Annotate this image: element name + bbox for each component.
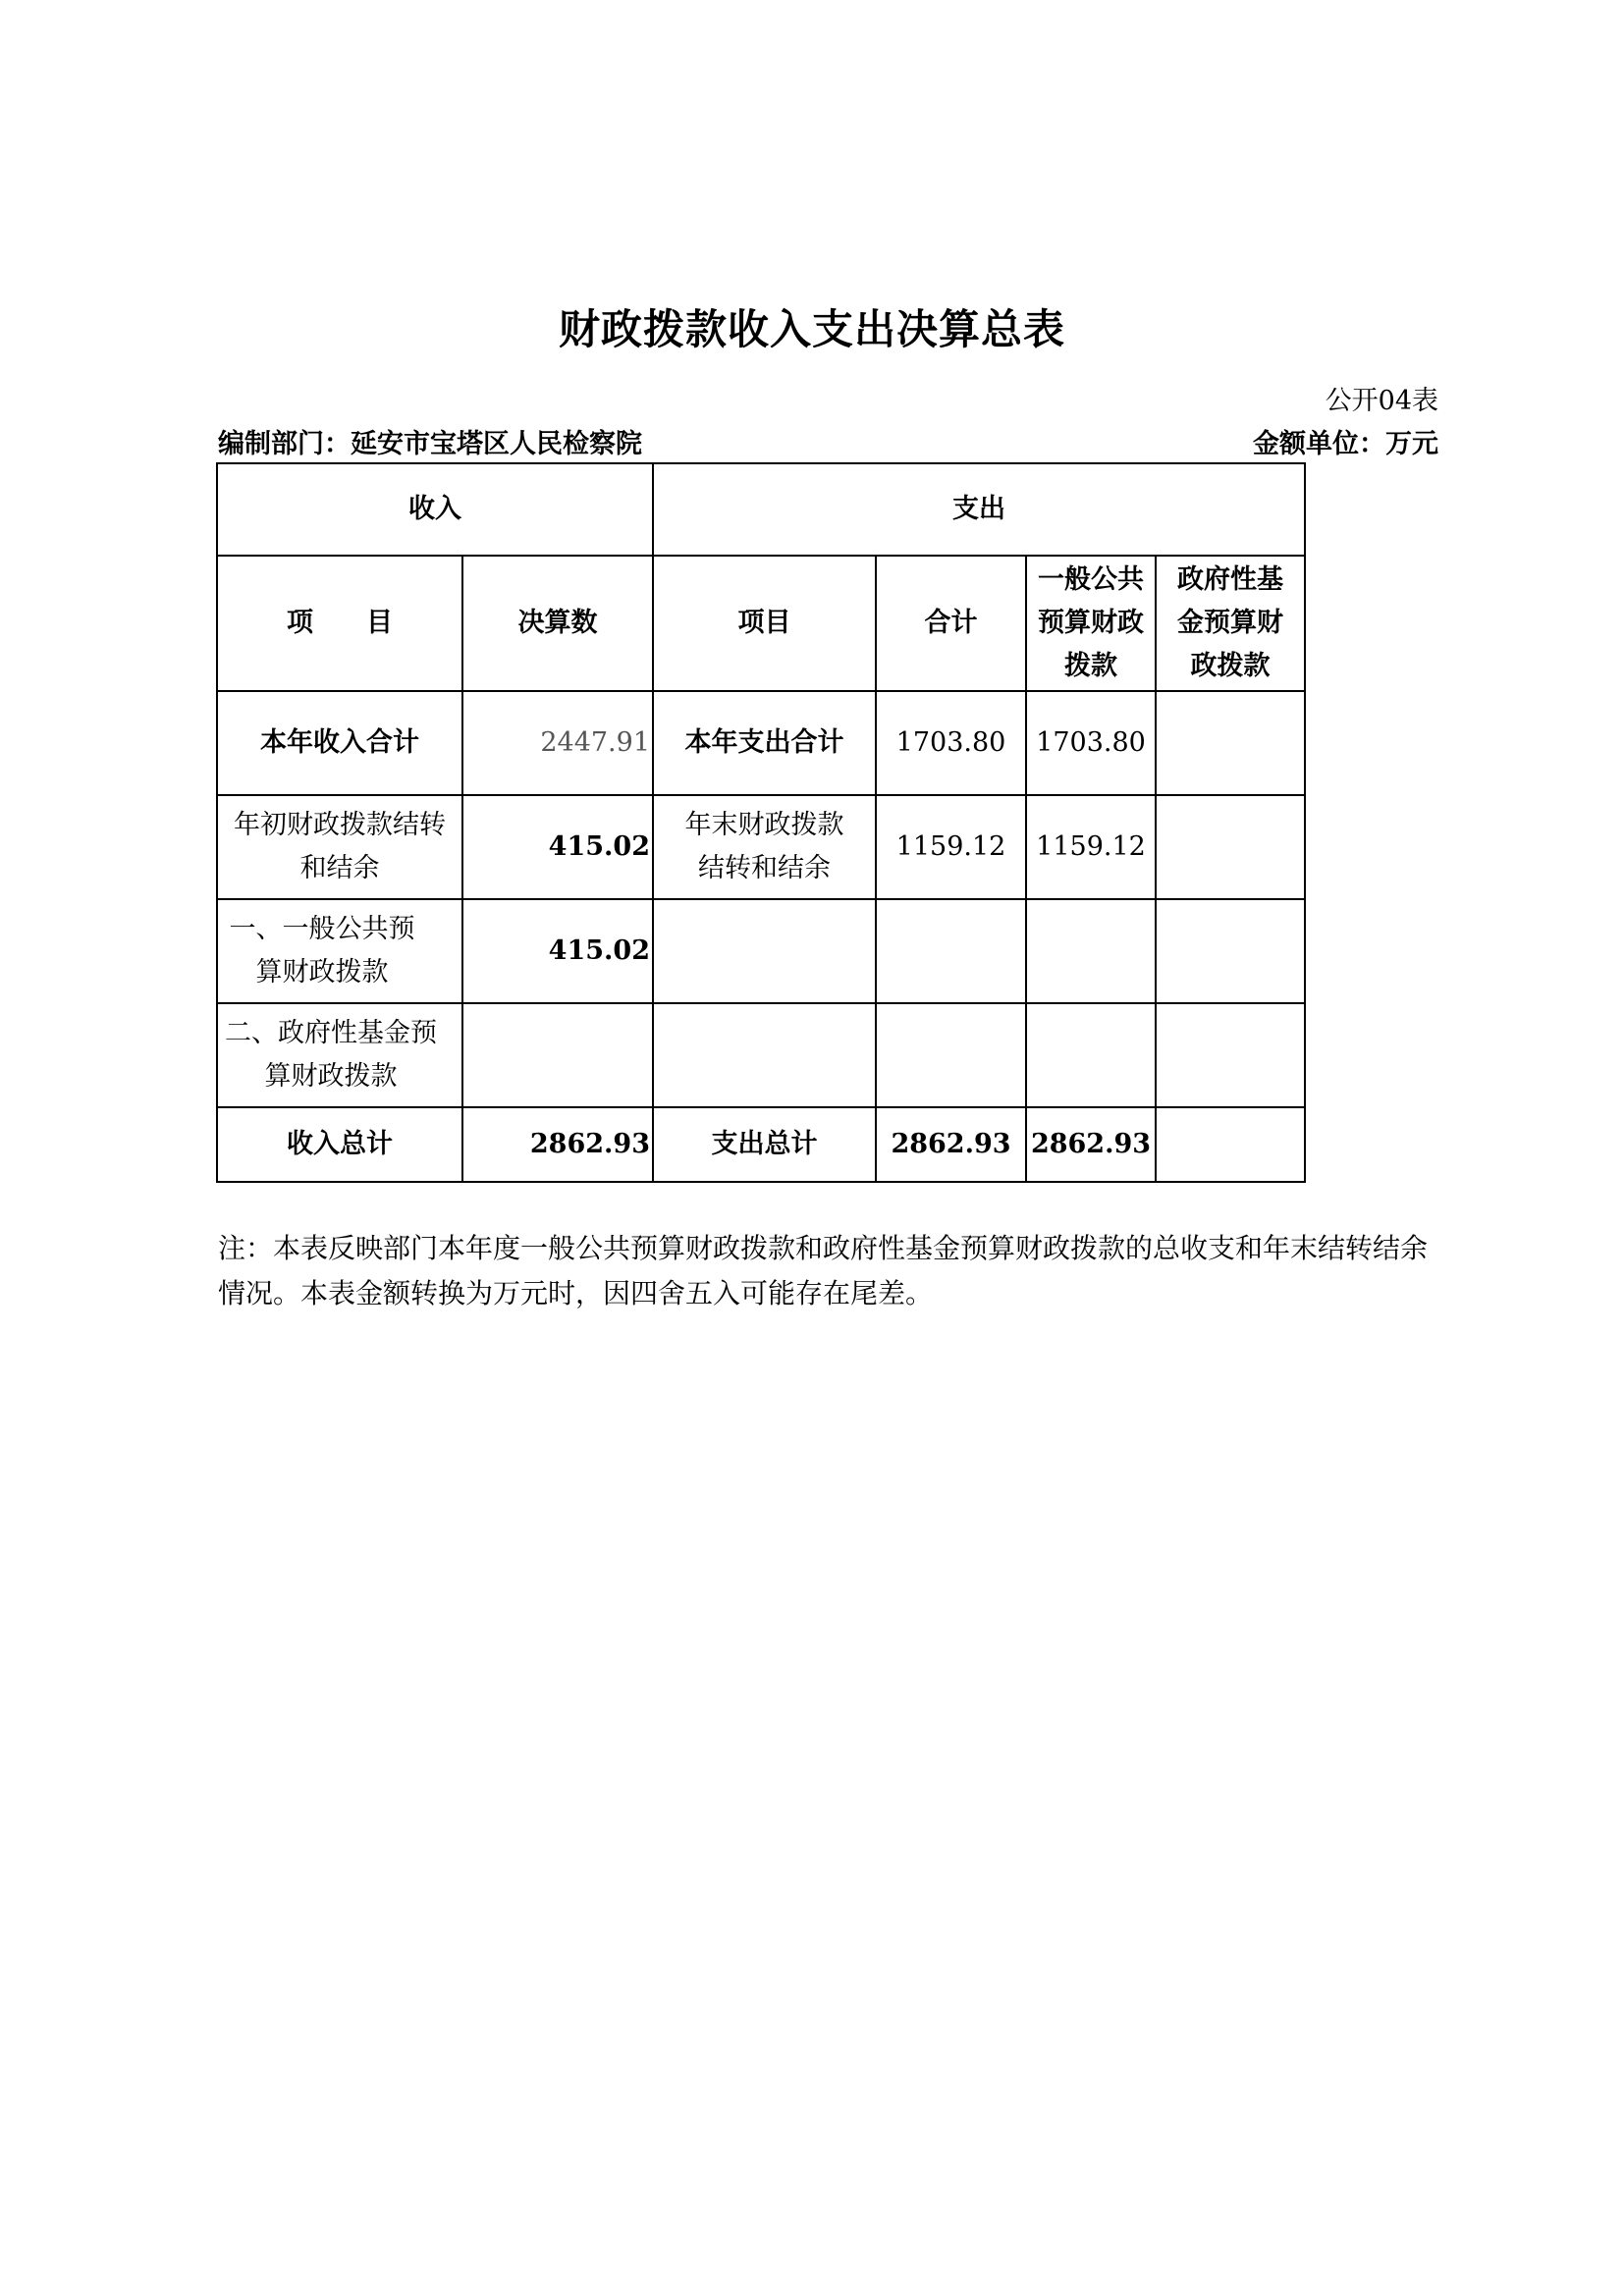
general-budget-cell xyxy=(1026,1003,1156,1107)
fund-budget-header: 政府性基金预算财政拨款 xyxy=(1156,556,1305,691)
income-item-cell: 年初财政拨款结转和结余 xyxy=(217,795,462,899)
income-item-cell: 本年收入合计 xyxy=(217,691,462,795)
expense-total-header: 合计 xyxy=(876,556,1026,691)
income-amount-cell: 415.02 xyxy=(462,899,653,1003)
income-item-cell: 收入总计 xyxy=(217,1107,462,1182)
footnote xyxy=(218,1226,1435,1316)
fund-budget-cell xyxy=(1156,899,1305,1003)
income-amount-cell xyxy=(462,1003,653,1107)
income-item-cell: 一、一般公共预算财政拨款 xyxy=(217,899,462,1003)
general-budget-header: 一般公共预算财政拨款 xyxy=(1026,556,1156,691)
table-row xyxy=(217,899,1305,1003)
income-amount-cell: 415.02 xyxy=(462,795,653,899)
expense-item-cell: 本年支出合计 xyxy=(653,691,876,795)
general-budget-cell xyxy=(1026,899,1156,1003)
fund-budget-cell xyxy=(1156,795,1305,899)
table-row xyxy=(217,795,1305,899)
page-title: 财政拨款收入支出决算总表 xyxy=(558,305,1065,353)
form-number: 公开04表 xyxy=(1325,386,1438,416)
expense-total-cell xyxy=(876,899,1026,1003)
general-budget-cell: 1703.80 xyxy=(1026,691,1156,795)
expense-total-cell xyxy=(876,1003,1026,1107)
expense-item-cell xyxy=(653,1003,876,1107)
fund-budget-cell xyxy=(1156,691,1305,795)
budget-summary-table xyxy=(216,462,1306,1183)
department-label: 编制部门：延安市宝塔区人民检察院 xyxy=(218,429,642,459)
general-budget-cell: 1159.12 xyxy=(1026,795,1156,899)
income-amount-cell: 2447.91 xyxy=(462,691,653,795)
group-header-row xyxy=(217,463,1305,556)
expense-total-cell: 1703.80 xyxy=(876,691,1026,795)
fund-budget-cell xyxy=(1156,1107,1305,1182)
expense-item-header: 项目 xyxy=(653,556,876,691)
expense-total-cell: 1159.12 xyxy=(876,795,1026,899)
footnote-text: 注：本表反映部门本年度一般公共预算财政拨款和政府性基金预算财政拨款的总收支和年末结转结余情况。本表金额转换为万元时，因四舍五入可能存在尾差。 xyxy=(218,1232,1429,1309)
income-amount-header: 决算数 xyxy=(462,556,653,691)
expense-total-cell: 2862.93 xyxy=(876,1107,1026,1182)
income-item-header: 项 目 xyxy=(217,556,462,691)
fund-budget-cell xyxy=(1156,1003,1305,1107)
column-header-row xyxy=(217,556,1305,691)
expense-item-cell: 年末财政拨款结转和结余 xyxy=(653,795,876,899)
income-item-cell: 二、政府性基金预算财政拨款 xyxy=(217,1003,462,1107)
table-row xyxy=(217,691,1305,795)
general-budget-cell: 2862.93 xyxy=(1026,1107,1156,1182)
income-group-header: 收入 xyxy=(217,463,653,556)
income-amount-cell: 2862.93 xyxy=(462,1107,653,1182)
expense-item-cell: 支出总计 xyxy=(653,1107,876,1182)
amount-unit-label: 金额单位：万元 xyxy=(1253,429,1438,459)
expense-item-cell xyxy=(653,899,876,1003)
table-row xyxy=(217,1107,1305,1182)
table-row xyxy=(217,1003,1305,1107)
expense-group-header: 支出 xyxy=(653,463,1305,556)
